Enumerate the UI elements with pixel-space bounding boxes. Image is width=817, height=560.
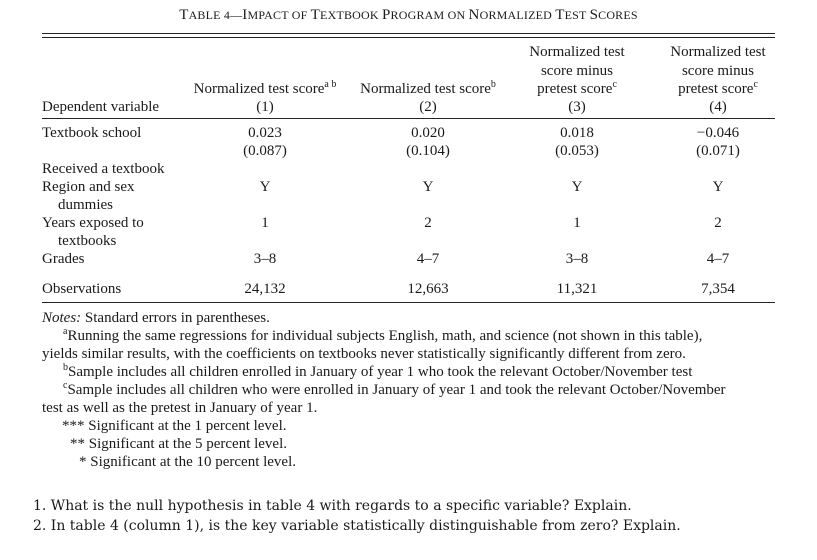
table-title: TABLE 4—IMPACT OF TEXTBOOK PROGRAM ON NORMALIZED TEST SCORES	[179, 7, 638, 23]
question-1: 1. What is the null hypothesis in table 4 with regards to a specific variable? Explain.	[33, 498, 632, 514]
obs-cell: 24,132	[244, 281, 286, 297]
years-cell: 2	[424, 215, 432, 231]
notes-label: Notes:	[42, 310, 82, 326]
col4-header-line2: score minus	[681, 63, 755, 79]
col1-number: (1)	[256, 99, 274, 115]
row-label-grades: Grades	[42, 251, 85, 267]
top-rule-thick	[42, 33, 775, 34]
top-rule-thin	[42, 37, 775, 38]
col4-header: pretest score$^c$	[678, 79, 758, 97]
col4-number: (4)	[709, 99, 727, 115]
grades-cell: 3–8	[565, 251, 589, 267]
col1-header: Normalized test score$^{a b}$	[193, 79, 337, 97]
se-cell: (0.104)	[406, 143, 450, 159]
bottom-rule	[42, 302, 775, 303]
grades-cell: 3–8	[253, 251, 277, 267]
col4-header-line1: Normalized test	[670, 44, 766, 60]
row-label-observations: Observations	[42, 281, 122, 297]
col3-header-line1: Normalized test	[529, 44, 625, 60]
col3-header-line2: score minus	[540, 63, 614, 79]
header-rule	[42, 118, 775, 119]
region-cell: Y	[712, 179, 724, 195]
row-label-region-sex: Region and sex	[42, 179, 135, 195]
region-cell: Y	[422, 179, 434, 195]
question-2: 2. In table 4 (column 1), is the key variable statistically distinguishable from zero? Explain.	[33, 518, 681, 534]
coef-cell: 0.023	[248, 125, 282, 141]
obs-cell: 11,321	[556, 281, 598, 297]
row-label-textbook-school: Textbook school	[42, 125, 142, 141]
se-cell: (0.053)	[555, 143, 599, 159]
region-cell: Y	[571, 179, 583, 195]
row-label-received-textbook: Received a textbook	[42, 161, 165, 177]
obs-cell: 7,354	[701, 281, 735, 297]
years-cell: 1	[261, 215, 269, 231]
col2-header: Normalized test score$^b$	[360, 79, 496, 97]
stub-header: Dependent variable	[42, 99, 160, 115]
years-cell: 2	[714, 215, 722, 231]
obs-cell: 12,663	[407, 281, 449, 297]
grades-cell: 4–7	[706, 251, 730, 267]
coef-cell: 0.020	[411, 125, 445, 141]
row-label-region-sex-cont: dummies	[58, 197, 113, 213]
row-label-years-exposed-cont: textbooks	[58, 233, 117, 249]
se-cell: (0.087)	[243, 143, 287, 159]
table-notes: Notes: Standard errors in parentheses. $^a$Running the same regressions for individual subjects English, math, and science (not shown in this table), yields similar results, with the coefficients on textbooks never statistically significantly different from zero. $^b$Sample includes all children enrolled in January of year 1 who took the relevant October/November test $^c$Sample includes all children who were enrolled in January of year 1 and took the relevant October/November test as well as the pretest in January of year 1. *** Significant at the 1 percent level. ** Significant at the 5 percent level. * Significant at the 10 percent level.	[42, 310, 726, 470]
col3-number: (3)	[568, 99, 586, 115]
se-cell: (0.071)	[696, 143, 740, 159]
col2-number: (2)	[419, 99, 437, 115]
years-cell: 1	[573, 215, 581, 231]
grades-cell: 4–7	[416, 251, 440, 267]
coef-cell: 0.018	[560, 125, 594, 141]
region-cell: Y	[259, 179, 271, 195]
coef-cell: −0.046	[696, 125, 740, 141]
col3-header: pretest score$^c$	[537, 79, 617, 97]
row-label-years-exposed: Years exposed to	[42, 215, 144, 231]
